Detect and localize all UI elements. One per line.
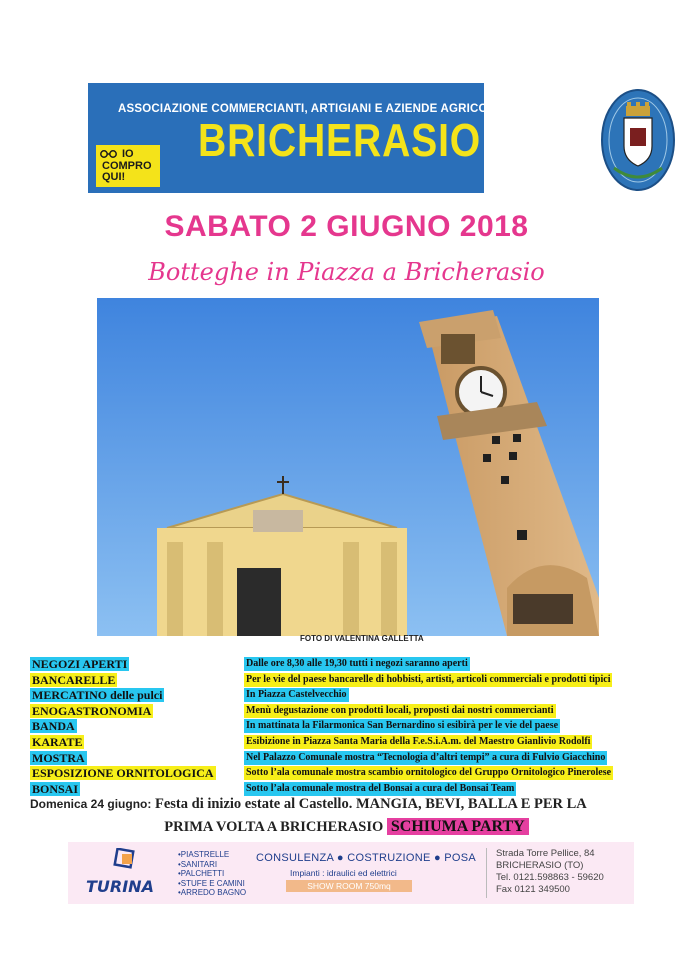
schedule-label: MERCATINO delle pulci — [32, 688, 163, 703]
schedule-label: BONSAI — [32, 781, 79, 796]
schedule-label: BANCARELLE — [32, 672, 116, 687]
impianti-line: Impianti : idraulici ed elettrici — [290, 868, 397, 878]
brand-name: BRICHERASIO — [198, 114, 482, 166]
schiuma-party-highlight: SCHIUMA PARTY — [387, 818, 529, 835]
schedule-label: KARATE — [32, 734, 83, 749]
sunday-date: Domenica 24 giugno: — [30, 797, 152, 811]
schedule-row — [30, 704, 670, 720]
sunday-event-line-2 — [0, 818, 693, 836]
schedule-row — [30, 766, 670, 782]
association-name: ASSOCIAZIONE COMMERCIANTI, ARTIGIANI E AZIENDE AGRICOLE — [118, 103, 503, 115]
product-item: •SANITARI — [178, 859, 218, 869]
schedule-description: In Piazza Castelvecchio — [246, 689, 347, 701]
product-item: •STUFE E CAMINI — [178, 878, 245, 888]
fax-line: Fax 0121 349500 — [496, 884, 570, 895]
schedule-description: In mattinata la Filarmonica San Bernardino si esibirà per le vie del paese — [246, 720, 559, 732]
schedule-label: ENOGASTRONOMIA — [32, 703, 152, 718]
schedule-description: Esibizione in Piazza Santa Maria della F.e.S.i.A.m. del Maestro Gianlivio Rodolfi — [246, 735, 591, 747]
schedule-description: Menù degustazione con prodotti locali, proposti dai nostri commercianti — [246, 704, 554, 716]
schedule-description: Sotto l’ala comunale mostra del Bonsai a cura del Bonsai Team — [246, 782, 515, 794]
schedule-description: Nel Palazzo Comunale mostra “Tecnologia d’altri tempi” a cura di Fulvio Giacchino — [246, 751, 606, 763]
schedule-description: Dalle ore 8,30 alle 19,30 tutti i negozi saranno aperti — [246, 658, 468, 669]
schedule-description: Per le vie del paese bancarelle di hobbisti, artisti, articoli commerciali e prodotti tipici — [246, 673, 611, 685]
services-line: CONSULENZA ● COSTRUZIONE ● POSA — [256, 852, 477, 864]
product-item: •PALCHETTI — [178, 869, 225, 879]
schedule-label: NEGOZI APERTI — [32, 657, 128, 671]
schedule-row — [30, 719, 670, 735]
town-crest-icon — [600, 88, 676, 192]
sponsor-ad — [68, 842, 634, 904]
schedule-row — [30, 735, 670, 751]
schedule-label: ESPOSIZIONE ORNITOLOGICA — [32, 766, 214, 781]
schedule-row — [30, 751, 670, 767]
event-schedule — [30, 657, 670, 797]
product-list — [178, 850, 246, 898]
schedule-label: BANDA — [32, 719, 75, 734]
showroom-badge: SHOW ROOM 750mq — [286, 880, 412, 892]
address-line-1: Strada Torre Pellice, 84 — [496, 848, 595, 859]
event-subtitle: Botteghe in Piazza a Bricherasio — [148, 258, 545, 286]
schedule-row — [30, 688, 670, 704]
schedule-row — [30, 673, 670, 689]
sunday-description: Festa di inizio estate al Castello. MANGIA, BEVI, BALLA E PER LA — [154, 796, 587, 812]
product-item: •PIASTRELLE — [178, 850, 230, 859]
sunday-event-line-1 — [30, 796, 670, 813]
church-bell-tower-photo — [97, 298, 599, 636]
turina-logo — [82, 848, 170, 898]
sponsor-divider — [486, 848, 487, 898]
glasses-icon — [100, 149, 118, 159]
schedule-description: Sotto l’ala comunale mostra scambio ornitologico del Gruppo Ornitologico Pinerolese — [246, 767, 612, 779]
badge-line-2: COMPRO QUI! — [102, 160, 152, 183]
photo-credit: FOTO DI VALENTINA GALLETTA — [300, 634, 424, 643]
schedule-row — [30, 782, 670, 798]
schedule-label: MOSTRA — [32, 750, 85, 765]
schedule-row — [30, 657, 670, 673]
event-date-title: SABATO 2 GIUGNO 2018 — [164, 210, 529, 243]
sunday-description-2: PRIMA VOLTA A BRICHERASIO — [164, 819, 384, 835]
io-compro-qui-badge — [96, 145, 160, 187]
product-item: •ARREDO BAGNO — [178, 888, 247, 898]
badge-line-1: IO — [122, 148, 134, 160]
address-line-2: BRICHERASIO (TO) — [496, 860, 584, 871]
turina-wordmark: TURINA — [86, 877, 154, 896]
sponsor-address — [496, 848, 604, 896]
association-banner — [88, 83, 503, 193]
phone-line: Tel. 0121.598863 - 59620 — [496, 872, 604, 883]
